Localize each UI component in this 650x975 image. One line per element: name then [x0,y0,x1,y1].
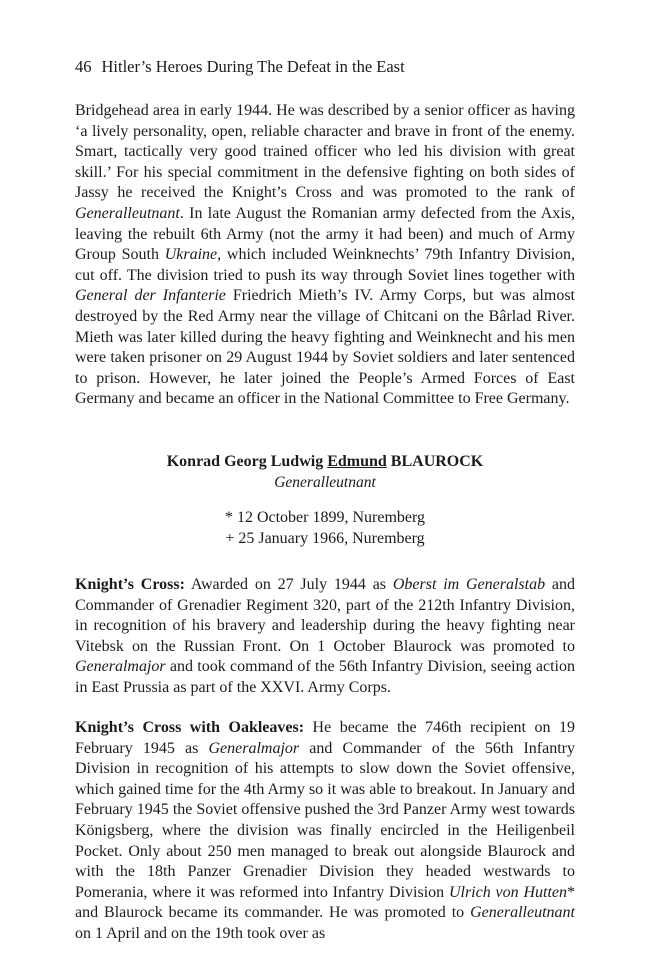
italic-term: General der Infanterie [75,287,226,305]
knights-cross-paragraph [75,575,575,699]
person-rank: Generalleutnant [274,474,376,491]
italic-term: Generalleutnant [470,904,575,922]
award-label: Knight’s Cross: [75,576,185,593]
name-underlined: Edmund [327,453,387,470]
text-run: Awarded on 27 July 1944 as [184,576,393,593]
name-part: Konrad Georg Ludwig [166,453,328,470]
award-label: Knight’s Cross with Oakleaves: [75,719,305,736]
birth-date: * 12 October 1899, Nuremberg [224,509,426,526]
text-run: and Commander of the 56th Infantry Division in recognition of his attempts to slow down the Soviet offensive, which gained time for the 4th Army so it was able to breakout. In January and February 1945 the Soviet offensive pushed the 3rd Panzer Army west towards Königsberg, where the division was finally encircled in the Heiligenbeil Pocket. Only about 250 men managed to break out alongside Blaurock and with the 18th Panzer Grenadier Division they headed westwards to Pomerania, where it was reformed into Infantry Division [75,739,576,901]
running-header [75,57,405,77]
text-run: , which included Weinknechts’ 79th Infantry Division, cut off. The division tried to push its way through Soviet lines together with [75,246,575,284]
text-run: and Commander of Grenadier Regiment 320, part of the 212th Infantry Division, in recognition of his bravery and leadership during the heavy fighting near Vitebsk on the Russian Front. On 1 October Blaurock was promoted to [75,576,576,655]
text-run: * and Blaurock became its commander. He was promoted to [75,883,575,922]
page-number: 46 [75,57,92,76]
text-run: Bridgehead area in early 1944. He was described by a senior officer as having ‘a lively personality, open, reliable character and brave in front of the enemy. Smart, tactically very good trained officer who led his division with great skill.’ For his special commitment in the defensive fighting on both sides of Jassy he received the Knight’s Cross and was promoted to the rank of [75,102,575,202]
text-run: . In late August the Romanian army defected from the Axis, leaving the rebuilt 6th Army (not the army it had been) and much of Army Group South [75,204,575,264]
running-title: Hitler’s Heroes During The Defeat in the East [101,57,405,76]
text-run: He became the 746th recipient on 19 February 1945 as [75,719,575,757]
oakleaves-paragraph [75,718,575,945]
italic-term: Ulrich von Hutten [448,883,567,901]
death-date: + 25 January 1966, Nuremberg [225,529,425,547]
name-part: BLAUROCK [386,453,484,470]
text-run: Friedrich Mieth’s IV. Army Corps, but was almost destroyed by the Red Army near the village of Chitcani on the Bârlad River. Mieth was later killed during the heavy fighting and Weinknecht and his men were taken prisoner on 29 August 1944 by Soviet soldiers and later sentenced to prison. However, he later joined the People’s Armed Forces of East Germany and became an officer in the National Committee to Free Germany. [75,287,575,408]
italic-term: Generalmajor [208,739,300,757]
text-run: on 1 April and on the 19th took over as [75,924,326,942]
italic-term: Generalleutnant [75,204,180,222]
italic-term: Ukraine [164,246,218,264]
italic-term: Generalmajor [75,658,166,676]
life-dates [75,508,575,549]
text-run: and took command of the 56th Infantry Division, seeing action in East Prussia as part of the XXVI. Army Corps. [75,658,575,696]
biography-heading [75,452,575,549]
italic-term: Oberst im Generalstab [392,576,546,593]
person-name [75,452,575,472]
intro-paragraph [75,101,575,410]
